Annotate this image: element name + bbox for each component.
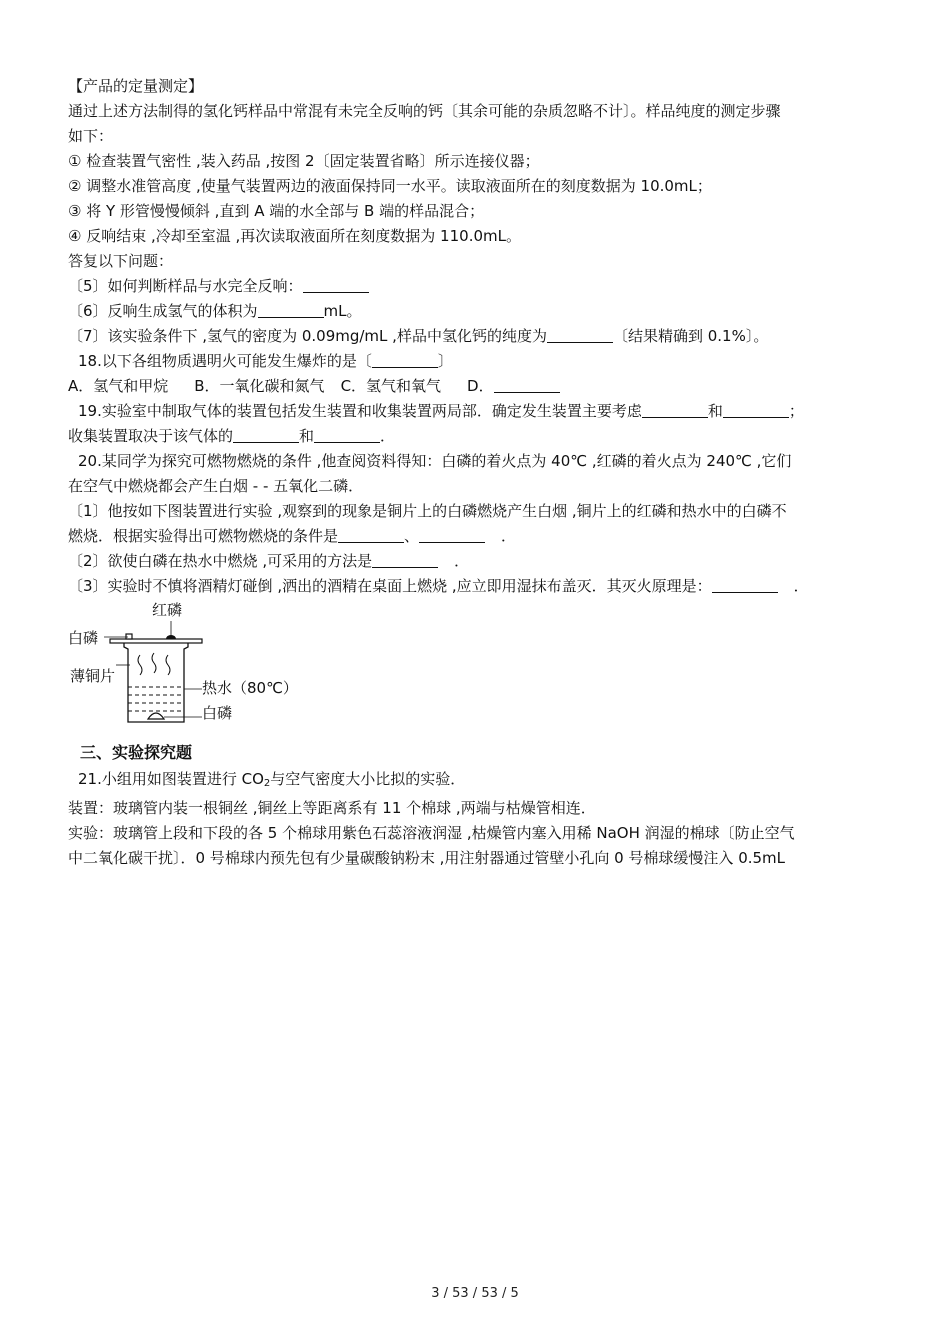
step-4: ④ 反响结束 ,冷却至室温 ,再次读取液面所在刻度数据为 110.0mL。: [68, 227, 521, 245]
option-a: A．氢气和甲烷: [68, 377, 169, 395]
question-5: [68, 274, 888, 299]
q19-text-2: 收集装置取决于该气体的: [68, 427, 234, 445]
q20-1-sep: 、: [404, 527, 420, 545]
step-1: ① 检查装置气密性 ,装入药品 ,按图 2〔固定装置省略〕所示连接仪器；: [68, 152, 540, 170]
question-21-line-1: [68, 767, 888, 796]
answer-blank[interactable]: [372, 552, 438, 568]
label-red-phosphorus: 红磷: [152, 601, 183, 619]
label-copper-sheet: 薄铜片: [70, 667, 116, 685]
answer-blank[interactable]: [419, 527, 485, 543]
q6-unit: mL。: [323, 302, 362, 320]
q19-and-2: 和: [299, 427, 315, 445]
q18-close: 〕: [437, 352, 453, 370]
answer-blank[interactable]: [494, 377, 560, 393]
answer-blank[interactable]: [642, 402, 708, 418]
answer-blank[interactable]: [314, 427, 380, 443]
q20-3-text: 〔3〕实验时不慎将酒精灯碰倒 ,洒出的酒精在桌面上燃烧 ,应立即用湿抹布盖灭．其灭火原理是：: [68, 577, 712, 595]
question-20-line-1: 20.某同学为探究可燃物燃烧的条件 ,他查阅资料得知：白磷的着火点为 40℃ ,红磷的着火点为 240℃ ,它们: [78, 452, 792, 470]
intro-line-1: 通过上述方法制得的氢化钙样品中常混有未完全反响的钙〔其余可能的杂质忽略不计〕。样品纯度的测定步骤: [68, 102, 781, 120]
beaker-diagram: [68, 601, 308, 731]
question-20-3: [68, 574, 888, 599]
answer-blank[interactable]: [712, 577, 778, 593]
white-phosphorus-top: [126, 634, 132, 639]
beaker: [124, 643, 188, 722]
q5-text: 〔5〕如何判断样品与水完全反响：: [68, 277, 303, 295]
answer-blank[interactable]: [723, 402, 789, 418]
heading-quant-test: 【产品的定量测定】: [68, 77, 204, 95]
question-21-line-2: 装置：玻璃管内装一根铜丝 ,铜丝上等距离系有 11 个棉球 ,两端与枯燥管相连．: [68, 799, 596, 817]
q19-and: 和: [707, 402, 723, 420]
label-white-phosphorus-bottom: 白磷: [202, 704, 233, 722]
question-19-line-1: [68, 399, 888, 424]
question-19-line-2: [68, 424, 888, 449]
question-21-line-3: 实验：玻璃管上段和下段的各 5 个棉球用紫色石蕊溶液润湿 ,枯燥管内塞入用稀 NaOH 润湿的棉球〔防止空气: [68, 824, 795, 842]
step-2: ② 调整水准管高度 ,使量气装置两边的液面保持同一水平。读取液面所在的刻度数据为 10.0mL；: [68, 177, 712, 195]
white-phosphorus-bottom: [148, 713, 164, 719]
question-20-2: [68, 549, 888, 574]
q20-2-text: 〔2〕欲使白磷在热水中燃烧 ,可采用的方法是: [68, 552, 373, 570]
intro-line-2: 如下：: [68, 127, 114, 145]
answer-blank[interactable]: [258, 302, 324, 318]
answer-prompt: 答复以下问题：: [68, 252, 174, 270]
answer-blank[interactable]: [338, 527, 404, 543]
label-white-phosphorus-top: 白磷: [68, 629, 99, 647]
section-heading-experiment: 三、实验探究题: [80, 743, 193, 762]
question-21-line-4: 中二氧化碳干扰〕．0 号棉球内预先包有少量碳酸钠粉末 ,用注射器通过管壁小孔向 0 号棉球缓慢注入 0.5mL: [68, 849, 786, 867]
q19-period: ．: [380, 427, 396, 445]
q20-2-period: ．: [454, 552, 470, 570]
q21-text-2: 与空气密度大小比拟的实验．: [270, 770, 466, 788]
question-20-1-line-2: [68, 524, 888, 549]
q18-text: 18.以下各组物质遇明火可能发生爆炸的是〔: [78, 352, 372, 370]
co2-subscript: 2: [263, 778, 271, 789]
answer-blank[interactable]: [547, 327, 613, 343]
q19-semicolon: ；: [788, 402, 804, 420]
option-b: B．一氧化碳和氮气: [194, 377, 325, 395]
answer-blank[interactable]: [372, 352, 438, 368]
q6-text: 〔6〕反响生成氢气的体积为: [68, 302, 258, 320]
q20-3-period: ．: [793, 577, 809, 595]
document-body: [68, 74, 888, 871]
option-c: C．氢气和氧气: [340, 377, 442, 395]
question-7: [68, 324, 888, 349]
question-18: [68, 349, 888, 374]
question-18-options: [68, 374, 888, 399]
label-hot-water: 热水（80℃）: [202, 679, 298, 697]
answer-blank[interactable]: [233, 427, 299, 443]
question-20-line-2: 在空气中燃烧都会产生白烟 - - 五氧化二磷．: [68, 477, 364, 495]
question-6: [68, 299, 888, 324]
q19-text: 19.实验室中制取气体的装置包括发生装置和收集装置两局部．确定发生装置主要考虑: [78, 402, 642, 420]
answer-blank[interactable]: [303, 277, 369, 293]
q21-text: 21.小组用如图装置进行 CO: [78, 770, 264, 788]
steam: [138, 653, 170, 675]
option-d: D．: [467, 377, 494, 395]
page-number: 3 / 53 / 53 / 5: [431, 1286, 519, 1301]
q20-1-period: ．: [501, 527, 517, 545]
step-3: ③ 将 Y 形管慢慢倾斜 ,直到 A 端的水全部与 B 端的样品混合；: [68, 202, 485, 220]
copper-sheet: [110, 639, 202, 643]
q7-note: 〔结果精确到 0.1%〕。: [612, 327, 769, 345]
question-20-1-line-1: 〔1〕他按如下图装置进行实验 ,观察到的现象是铜片上的白磷燃烧产生白烟 ,铜片上的红磷和热水中的白磷不: [68, 502, 787, 520]
q20-1-text: 燃烧．根据实验得出可燃物燃烧的条件是: [68, 527, 339, 545]
combustion-experiment-figure: [68, 601, 308, 731]
q7-text: 〔7〕该实验条件下 ,氢气的密度为 0.09mg/mL ,样品中氢化钙的纯度为: [68, 327, 547, 345]
